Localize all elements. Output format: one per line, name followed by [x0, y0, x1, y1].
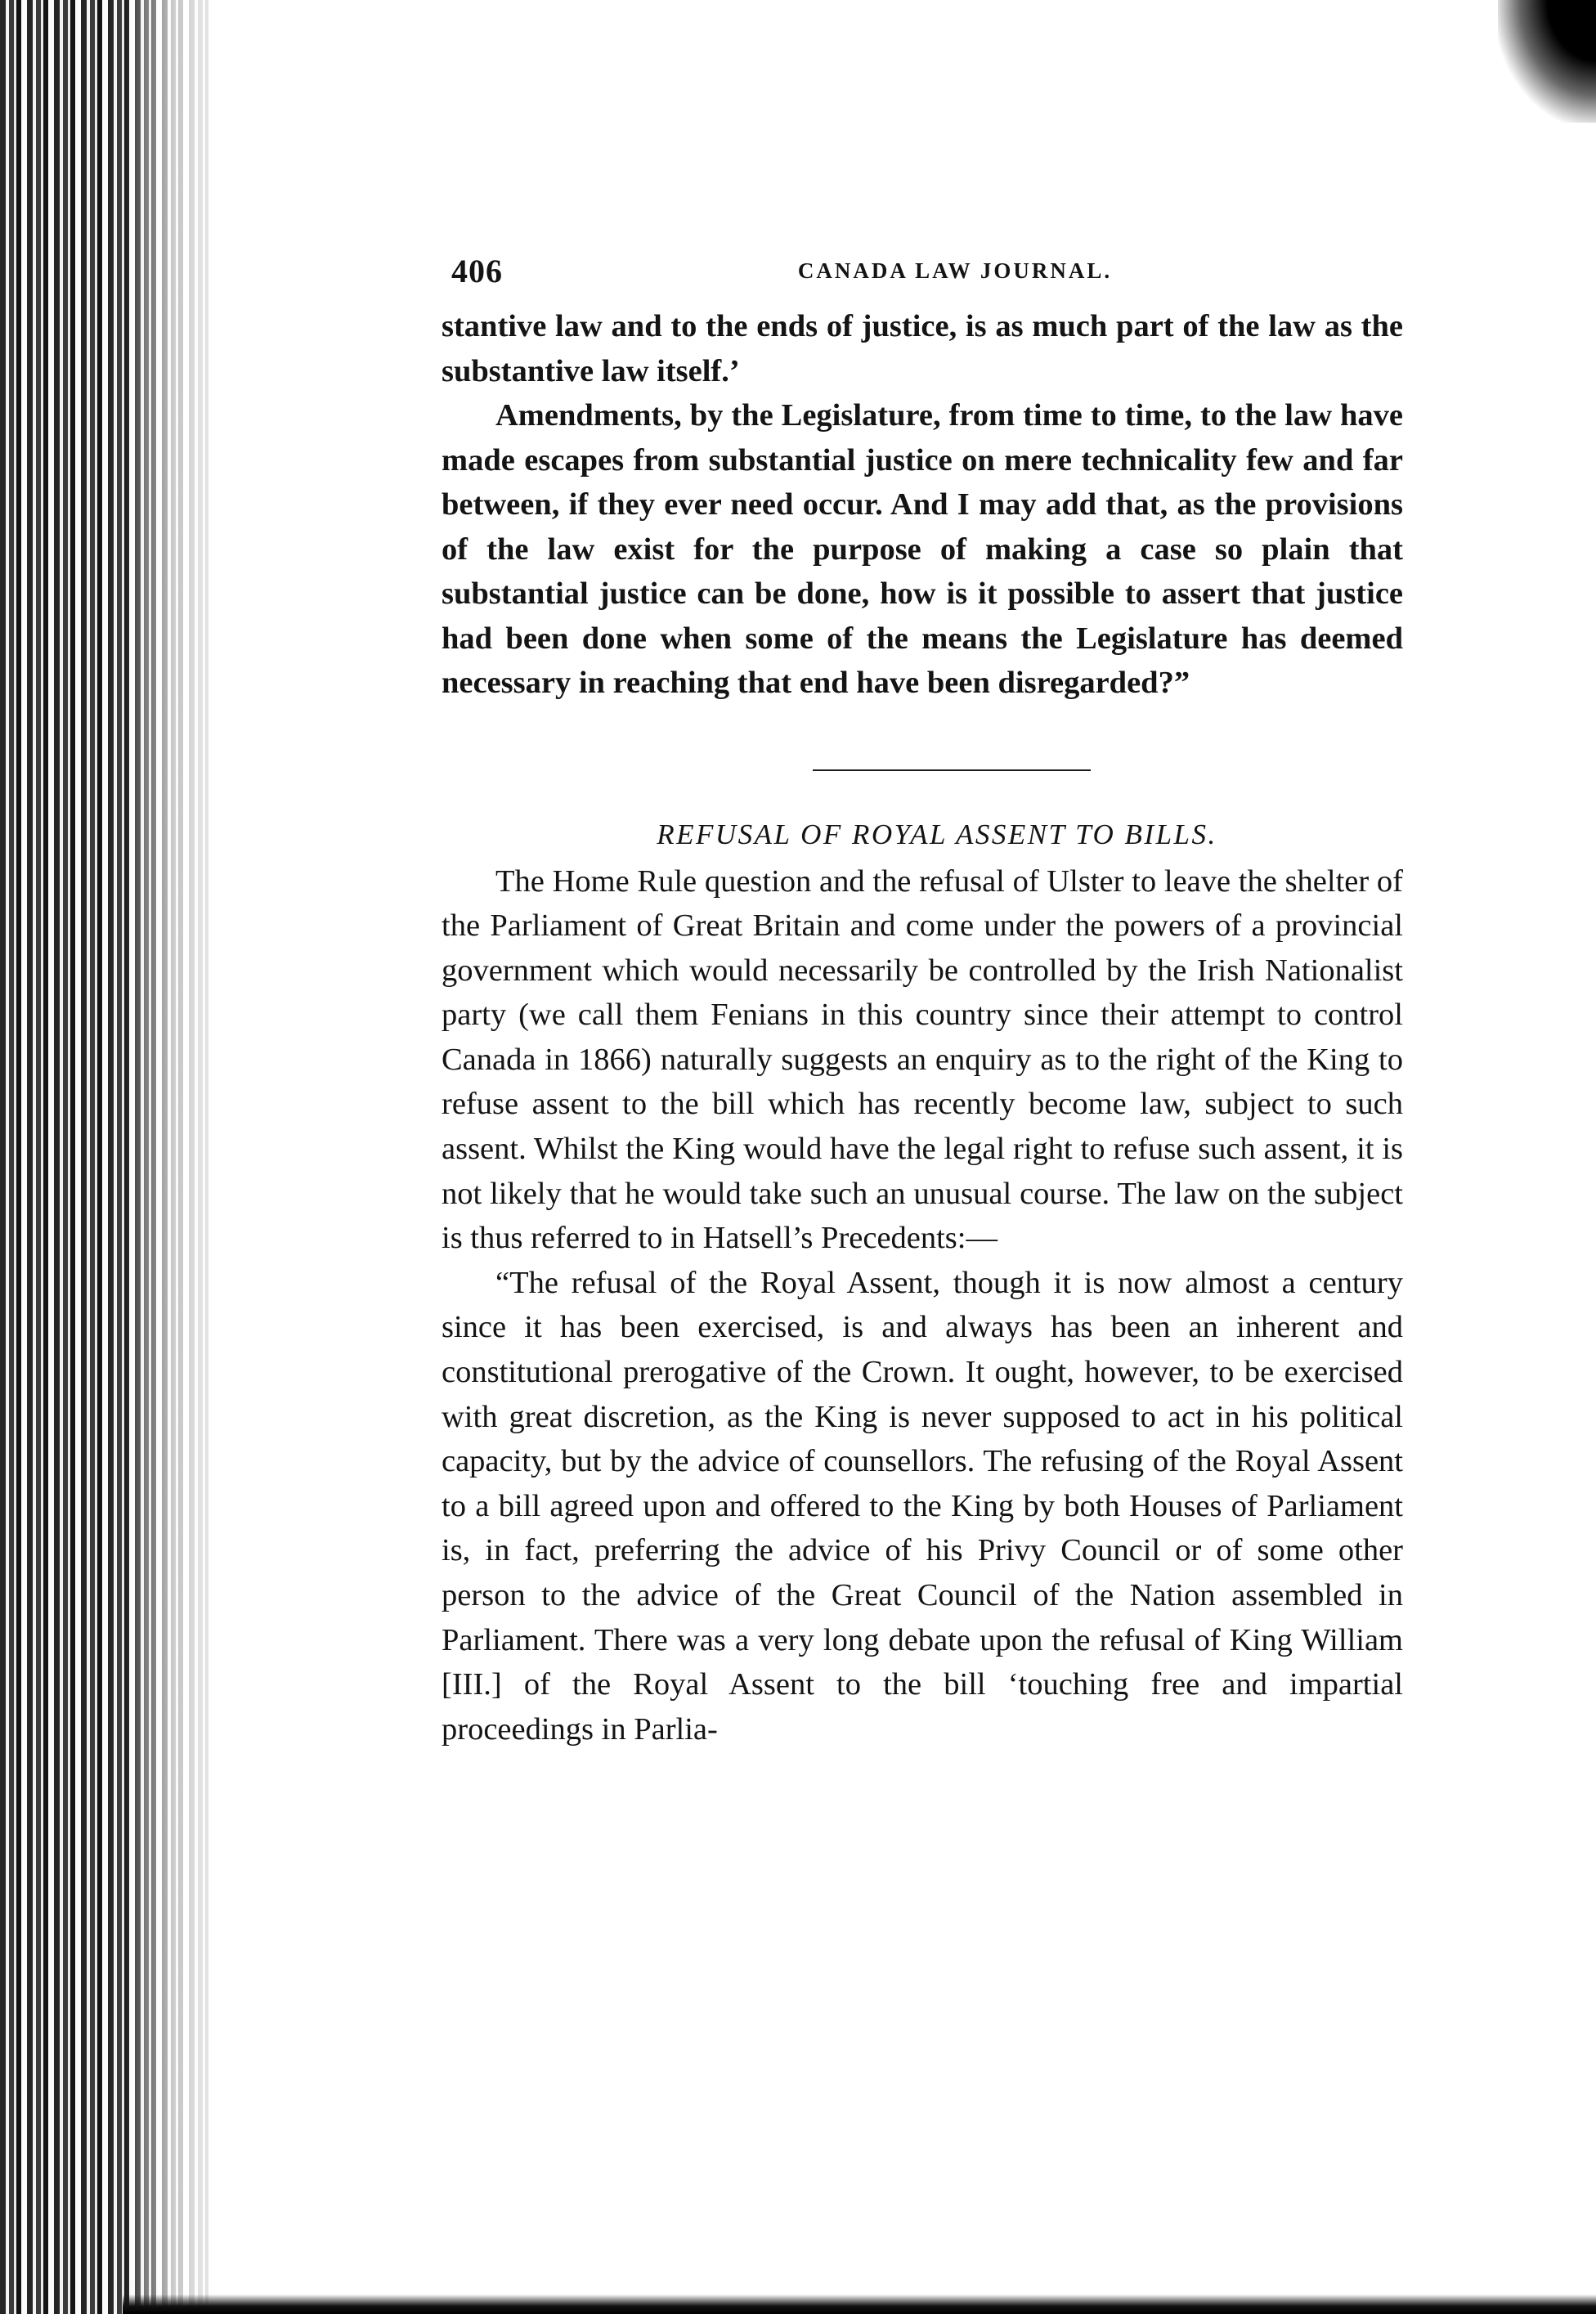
continued-quotation — [442, 304, 1403, 706]
paragraph-home-rule: The Home Rule question and the refusal of Ulster to leave the shelter of the Parliament of Great Britain and come under the powers of a provincial government which would necessarily be controlled by the Irish Nationalist party (we call them Fenians in this country since their attempt to control Canada in 1866) naturally suggests an enquiry as to the right of the King to refuse assent to the bill which has recently become law, subject to such assent. Whilst the King would have the legal right to refuse such assent, it is not likely that he would take such an unusual course. The law on the subject is thus referred to in Hatsell’s Precedents:— — [442, 863, 1403, 1256]
paragraph-continued: stantive law and to the ends of justice, is as much part of the law as the substantive law itself.’ — [442, 309, 1403, 388]
scanned-corner-shadow — [1498, 0, 1596, 123]
paragraph-quotation: “The refusal of the Royal Assent, though it is now almost a century since it has been exercised, is and always has been an inherent and constitutional prerogative of the Crown. It ought, however, to be exercised with great discretion, as the King is never supposed to act in his political capacity, but by the advice of counsellors. The refusing of the Royal Assent to a bill agreed upon and offered to the King by both Houses of Parliament is, in fact, preferring the advice of his Privy Council or of some other person to the advice of the Great Council of the Nation assembled in Parliament. There was a very long debate upon the refusal of King William [III.] of the Royal Assent to the bill ‘touching free and impartial proceedings in Parlia- — [442, 1265, 1403, 1747]
section-title: REFUSAL OF ROYAL ASSENT TO BILLS. — [657, 818, 1217, 850]
article-body — [442, 859, 1403, 1752]
journal-page — [442, 245, 1403, 1751]
journal-title: CANADA LAW JOURNAL. — [797, 258, 1113, 283]
binding-shadow — [123, 0, 237, 2314]
paragraph-amendments: Amendments, by the Legislature, from time to time, to the law have made escapes from substantial justice on mere technicality few and far between, if they ever need occur. And I may add that, as the provisions of the law exist for the purpose of making a case so plain that substantial justice can be done, how is it possible to assert that justice had been done when some of the means the Legislature has deemed necessary in reaching that end have been disregarded?” — [442, 398, 1403, 700]
running-head — [442, 245, 1403, 294]
scanned-bottom-edge — [123, 2294, 1596, 2314]
page-number: 406 — [451, 253, 503, 289]
section-divider — [813, 769, 1091, 771]
